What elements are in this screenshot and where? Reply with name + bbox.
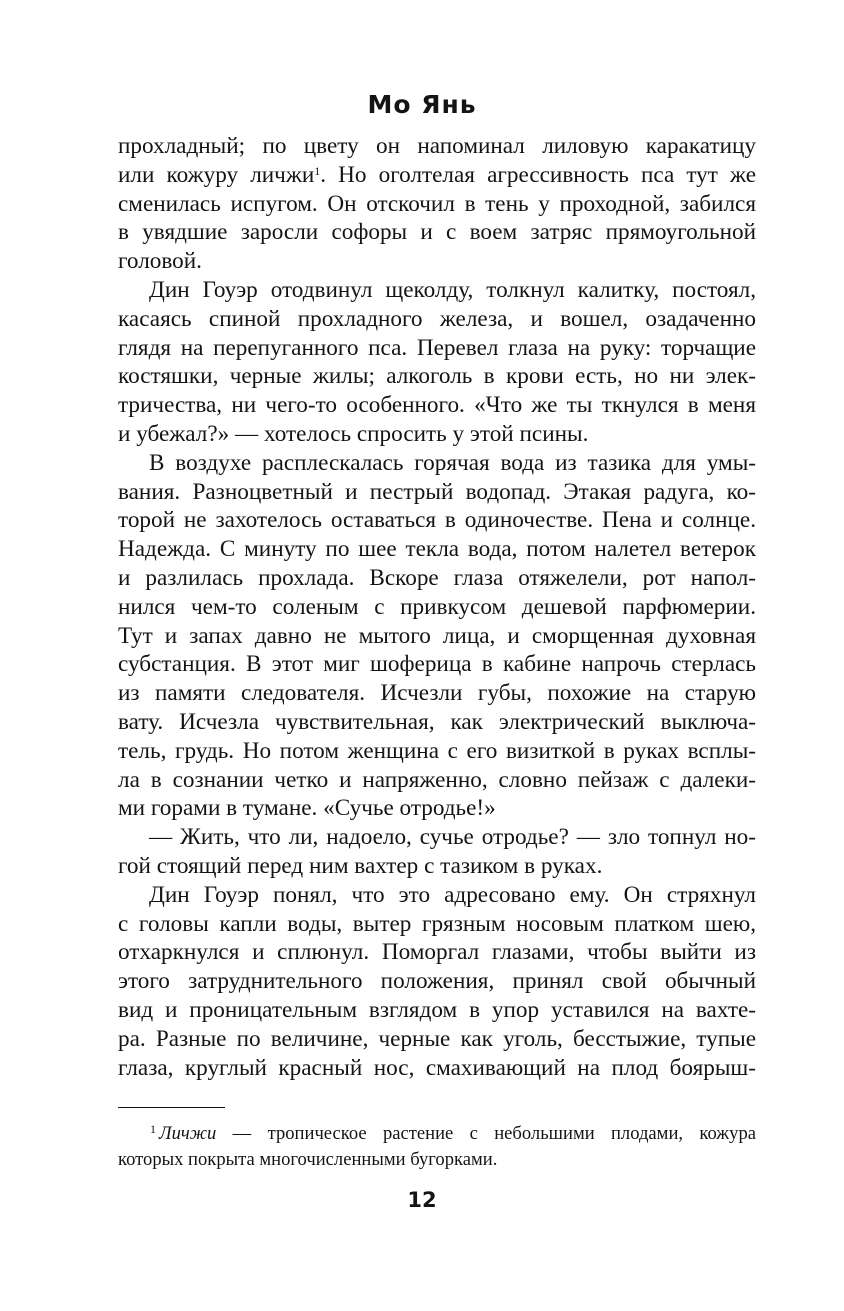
footnote-line: которых покрыта многочисленными бугорками. [118,1149,498,1170]
footnote-text: — тропическое растение с небольшими плодами, кожура [216,1123,756,1144]
footnote [118,1121,756,1173]
text-line [118,161,756,190]
text-line: вания. Разноцветный и пестрый водопад. Этакая радуга, ко- [118,478,756,505]
footnote-line [118,1121,756,1147]
text-line: глаза, круглый красный нос, смахивающий на плод боярыш- [118,1054,756,1081]
text-line: ла в сознании четко и напряженно, словно пейзаж с далеки- [118,766,756,793]
text-line: костяшки, черные жилы; алкоголь в крови есть, но ни элек- [118,363,756,390]
text-line: и разлилась прохлада. Вскоре глаза отяжелели, рот напол- [118,564,756,591]
text-line: вид и проницательным взглядом в упор уставился на вахте- [118,996,756,1023]
footnote-divider [118,1107,225,1108]
text-line: Дин Гоуэр отодвинул щеколду, толкнул калитку, постоял, [149,276,756,303]
text-line: из памяти следователя. Исчезли губы, похожие на старую [118,680,756,707]
text-line: — Жить, что ли, надоело, сучье отродье? — зло топнул но- [149,824,756,851]
text-line: касаясь спиной прохладного железа, и вошел, озадаченно [118,305,756,332]
text-line: с головы капли воды, вытер грязным носовым платком шею, [118,910,756,937]
page-number: 12 [407,1188,437,1212]
text-line: прохладный; по цвету он напоминал лиловую каракатицу [118,133,756,159]
footnote-reference: 1 [314,163,321,178]
main-text [118,132,756,1082]
text-line: тричества, ни чего-то особенного. «Что же ты ткнулся в меня [118,392,756,419]
text-line: и убежал?» — хотелось спросить у этой псины. [118,420,589,447]
text-line: Надежда. С минуту по шее текла вода, потом налетел ветерок [118,536,756,563]
text-line: Тут и запах давно не мытого лица, и сморщенная духовная [118,622,756,649]
text-line: ра. Разные по величине, черные как уголь, бесстыжие, тупые [118,1025,756,1052]
text-line: тель, грудь. Но потом женщина с его визиткой в руках всплы- [118,737,756,764]
text-line: вату. Исчезла чувствительная, как электрический выключа- [118,708,756,735]
text-line: ми горами в тумане. «Сучье отродье!» [118,795,496,822]
text-line: сменилась испугом. Он отскочил в тень у проходной, забился [118,190,756,217]
running-header: Мо Янь [367,90,477,119]
text-line: этого затруднительного положения, принял свой обычный [118,968,756,995]
text-line: субстанция. В этот миг шоферица в кабине напрочь стерлась [118,651,756,678]
text-line: торой не захотелось оставаться в одиночестве. Пена и солнце. [118,507,756,534]
text-line: В воздухе расплескалась горячая вода из тазика для умы- [149,449,756,476]
text-fragment: . Но оголтелая агрессивность пса тут же [320,161,756,188]
footnote-mark: 1 [150,1122,156,1136]
footnote-term: Личжи [159,1123,217,1144]
text-line: Дин Гоуэр понял, что это адресовано ему. Он стряхнул [149,881,756,908]
text-line: гой стоящий перед ним вахтер с тазиком в руках. [118,852,603,879]
text-line: глядя на перепуганного пса. Перевел глаза на руку: торчащие [118,334,756,361]
text-line: отхаркнулся и сплюнул. Поморгал глазами, чтобы выйти из [118,939,756,966]
text-line: головой. [118,248,202,275]
text-line: нился чем-то соленым с привкусом дешевой парфюмерии. [118,593,756,620]
text-fragment: или кожуру личжи [118,161,315,188]
text-line: в увядшие заросли софоры и с воем затряс прямоугольной [118,219,756,246]
